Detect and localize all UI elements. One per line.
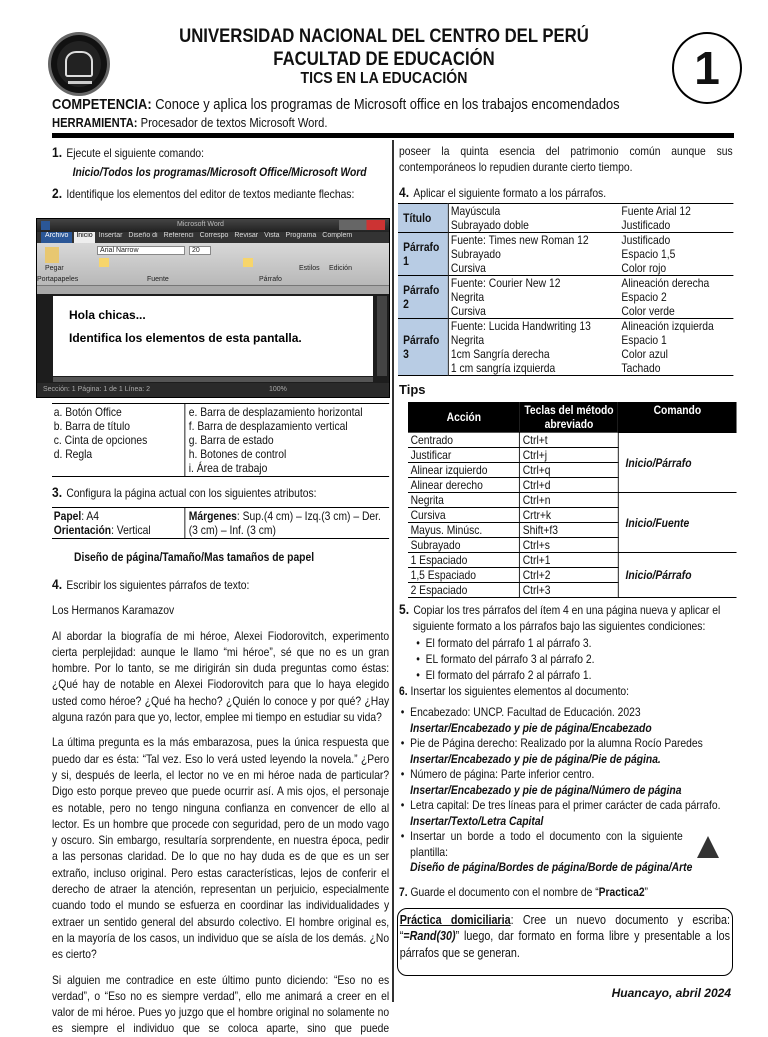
file-name: Practica2 [598, 885, 645, 899]
tips-table [408, 402, 737, 598]
ribbon-group-label: Párrafo [259, 276, 282, 283]
tips-row [408, 553, 737, 568]
format-cell [448, 233, 619, 276]
tips-shortcut: Ctrl+j [520, 448, 619, 463]
format-item: Espacio 1,5 [621, 247, 676, 261]
tips-shortcut: Ctrl+t [520, 433, 619, 448]
tips-action: Alinear izquierdo [408, 463, 520, 478]
format-table [398, 203, 733, 376]
herramienta-line [52, 115, 327, 130]
insert-item [399, 767, 734, 798]
format-item: Justificado [621, 218, 671, 232]
ribbon-tab[interactable]: Diseño di [128, 232, 158, 239]
tips-action: Centrado [408, 433, 520, 448]
edit-button[interactable]: Edición [329, 265, 352, 272]
format-item: Espacio 1 [621, 333, 667, 347]
element-item: f. Barra de desplazamiento vertical [188, 419, 348, 433]
format-row [398, 276, 733, 319]
step-4: 4. Escribir los siguientes párrafos de texto: [52, 576, 250, 592]
doc-line-1: Hola chicas... [69, 308, 146, 322]
step-4-text [52, 576, 389, 1037]
tips-action: Negrita [408, 493, 520, 508]
ribbon-tab[interactable]: Inicio [74, 232, 94, 243]
format-item: Espacio 2 [621, 290, 667, 304]
tips-shortcut: Ctrl+d [520, 478, 619, 493]
step-5: 5. Copiar los tres párrafos del ítem 4 en una página nueva y aplicar el siguiente formato a los párrafos bajo las siguientes condiciones: • El formato del párrafo 1 al párrafo 3. • EL formato del párrafo 3 al párrafo 2. • El formato del párrafo 2 al párrafo 1. [399, 601, 734, 683]
condition-item: • El formato del párrafo 2 al párrafo 1. [414, 667, 734, 683]
format-item: Color rojo [621, 261, 667, 275]
element-item: b. Barra de título [53, 419, 131, 433]
tips-shortcut: Ctrl+2 [520, 568, 619, 583]
format-item: Fuente: Lucida Handwriting 13 [450, 319, 591, 333]
step-2: 2. Identifique los elementos del editor de textos mediante flechas: [52, 184, 355, 201]
format-cell [448, 204, 619, 233]
word-screenshot [36, 218, 390, 398]
format-cell [619, 204, 734, 233]
tips-action: 1 Espaciado [408, 553, 520, 568]
paragraph-3: Si alguien me contradice en este último punto diciendo: “Eso no es verdad”, o “Eso no es siempre verdad”, ello me animará a creer en el valor de mi héroe. Pues yo juzgo que el hombre original no solamente no es siempre el individuo que se coloca aparte, sino que puede [52, 972, 390, 1036]
tips-shortcut: Ctrl+n [520, 493, 619, 508]
rand-formula: =Rand(30) [403, 929, 456, 944]
elements-table [52, 403, 389, 477]
paste-icon [45, 247, 59, 263]
insert-item-text: • Número de página: Parte inferior centro. [410, 767, 595, 782]
competencia-label: COMPETENCIA: [52, 96, 152, 113]
zoom-level[interactable]: 100% [269, 386, 287, 393]
competencia-text: Conoce y aplica los programas de Microsoft office en los trabajos encomendados [151, 96, 620, 113]
margins-setting: Márgenes: Sup.(4 cm) – Izq.(3 cm) – Der. (3 cm) – Inf. (3 cm) [188, 509, 381, 537]
tips-shortcut: Ctrl+1 [520, 553, 619, 568]
orientation-setting: Orientación: Vertical [53, 523, 151, 537]
insert-item [399, 736, 734, 767]
insert-item-command: Insertar/Encabezado y pie de página/Número de página [410, 782, 682, 797]
tips-action: 1,5 Espaciado [408, 568, 520, 583]
insert-item-command: Insertar/Encabezado y pie de página/Encabezado [410, 720, 652, 735]
tips-header: Comando [618, 402, 736, 433]
tips-action: Justificar [408, 448, 520, 463]
course-title: TICS EN LA EDUCACIÓN [300, 70, 468, 87]
format-item: Subrayado doble [450, 218, 529, 232]
university-title: UNIVERSIDAD NACIONAL DEL CENTRO DEL PERÚ [179, 26, 589, 47]
window-controls[interactable] [339, 220, 385, 230]
left-column-top [52, 144, 387, 202]
insert-item-text: • Letra capital: De tres líneas para el primer carácter de cada párrafo. [410, 798, 721, 813]
insert-item-text: • Insertar un borde a todo el documento con la siguiente plantilla: [410, 829, 683, 859]
ribbon-tab[interactable]: Referenci [163, 232, 194, 239]
ribbon-tab[interactable]: Archivo [41, 232, 72, 243]
word-icon [41, 221, 50, 230]
format-row [398, 233, 733, 276]
tips-action: Alinear derecho [408, 478, 520, 493]
insert-item [399, 829, 734, 876]
faculty-title: FACULTAD DE EDUCACIÓN [273, 49, 495, 70]
format-item: Color verde [621, 304, 675, 318]
word-window-title: Microsoft Word [177, 221, 224, 228]
format-row [398, 319, 733, 376]
competencia-line [52, 96, 620, 113]
format-item: 1 cm sangría izquierda [450, 361, 556, 375]
tips-shortcut: Shift+f3 [520, 523, 619, 538]
step-1: 1. Ejecute el siguiente comando: [52, 144, 205, 160]
insert-item-text: • Encabezado: UNCP. Facultad de Educación. 2023 [410, 705, 641, 720]
step-7: 7. Guarde el documento con el nombre de “Practica2” [399, 885, 648, 899]
format-row-header: Título [398, 204, 448, 233]
header-divider [52, 133, 734, 138]
format-item: Negrita [450, 333, 485, 347]
homework-label: Práctica domiciliaria [399, 913, 511, 927]
insert-item-command: Insertar/Texto/Letra Capital [410, 813, 544, 828]
insert-item-command: Insertar/Encabezado y pie de página/Pie de página. [410, 751, 661, 766]
tips-action: Cursiva [408, 508, 520, 523]
ribbon-group-label: Portapapeles [37, 276, 79, 283]
format-item: Alineación derecha [621, 276, 710, 290]
format-item: Color azul [621, 347, 668, 361]
word-ribbon-tabs [37, 232, 389, 243]
word-ribbon [37, 243, 389, 285]
font-size-box[interactable]: 20 [189, 246, 211, 255]
elements-right [185, 404, 366, 476]
status-bar [37, 383, 389, 397]
font-name-box[interactable]: Arial Narrow [97, 246, 185, 255]
element-item: a. Botón Office [53, 405, 122, 419]
tips-shortcut: Ctrl+s [520, 538, 619, 553]
tips-shortcut: Ctrl+3 [520, 583, 619, 598]
paste-button[interactable]: Pegar [45, 265, 64, 272]
place-date: Huancayo, abril 2024 [611, 986, 731, 1000]
paper-setting: Papel: A4 [53, 509, 100, 523]
word-title-bar [37, 219, 389, 232]
ribbon-tab[interactable]: Revisar [234, 232, 259, 239]
format-item: Fuente: Courier New 12 [450, 276, 561, 290]
tips-header: Acción [408, 402, 520, 433]
tips-row [408, 433, 737, 448]
homework-box: Práctica domiciliaria: Cree un nuevo documento y escriba: “=Rand(30)” luego, dar formato en forma libre y presentable a los párrafos que se generan. [397, 908, 733, 976]
ribbon-tab[interactable]: Correspo [199, 232, 229, 239]
format-item: Fuente: Times new Roman 12 [450, 233, 589, 247]
format-cell [619, 319, 734, 376]
tips-title: Tips [399, 382, 426, 397]
format-item: Negrita [450, 290, 485, 304]
element-item: c. Cinta de opciones [53, 433, 148, 447]
work-area [53, 296, 373, 376]
element-item: d. Regla [53, 447, 93, 461]
format-cell [448, 319, 619, 376]
ribbon-tab[interactable]: Vista [264, 232, 280, 239]
tips-row [408, 493, 737, 508]
step-4b: 4. Aplicar el siguiente formato a los párrafos. [399, 183, 607, 200]
ruler [37, 285, 389, 294]
bold-button[interactable] [99, 258, 109, 267]
element-item: i. Área de trabajo [188, 461, 268, 475]
page-setup-table [52, 507, 389, 539]
format-row-header: Párrafo 2 [398, 276, 448, 319]
tips-command: Inicio/Párrafo [618, 433, 736, 493]
element-item: h. Botones de control [188, 447, 287, 461]
tips-header: Teclas del método abreviado [520, 402, 619, 433]
insert-item-text: • Pie de Página derecho: Realizado por la alumna Rocío Paredes [410, 736, 703, 751]
condition-item: • El formato del párrafo 1 al párrafo 3. [414, 635, 734, 651]
format-item: Subrayado [450, 247, 501, 261]
status-text: Sección: 1 Página: 1 de 1 Línea: 2 [43, 386, 151, 393]
step-6: 6. Insertar los siguientes elementos al documento: • Encabezado: UNCP. Facultad de Educación. 2023 Insertar/Encabezado y pie de página/Encabezado • Pie de Página derecho: Realizado por la alumna Rocío Paredes Insertar/Encabezado y pie de página/Pie de página. • Número de página: Parte inferior centro. Insertar/Encabezado y pie de página/Número de página • Letra capital: De tres líneas para el primer carácter de cada párrafo. Insertar/Texto/Letra Capital • Insertar un borde a todo el documento con la siguiente plantilla: Diseño de página/Bordes de página/Borde de página/Arte [399, 683, 734, 876]
insert-item [399, 798, 734, 829]
vertical-scrollbar[interactable] [377, 296, 387, 376]
doc-line-2: Identifica los elementos de esta pantalla. [69, 331, 302, 345]
format-cell [448, 276, 619, 319]
tips-command: Inicio/Párrafo [618, 553, 736, 598]
tips-action: 2 Espaciado [408, 583, 520, 598]
insert-item [399, 705, 734, 736]
elements-left [52, 404, 185, 476]
ribbon-tab[interactable]: Programa [285, 232, 317, 239]
format-row-header: Párrafo 1 [398, 233, 448, 276]
format-item: Justificado [621, 233, 671, 247]
element-item: e. Barra de desplazamiento horizontal [188, 405, 363, 419]
format-item: Cursiva [450, 304, 486, 318]
herramienta-text: Procesador de textos Microsoft Word. [137, 115, 328, 130]
format-item: Alineación izquierda [621, 319, 714, 333]
step-1-command: Inicio/Todos los programas/Microsoft Office/Microsoft Word [72, 165, 367, 180]
paragraph-3-continued: poseer la quinta esencia del patrimonio común aunque sus contemporáneos lo repudien durante cierto tiempo. [399, 144, 733, 175]
tips-command: Inicio/Fuente [618, 493, 736, 553]
condition-item: • EL formato del párrafo 3 al párrafo 2. [414, 651, 734, 667]
format-row-header: Párrafo 3 [398, 319, 448, 376]
styles-button[interactable]: Estilos [299, 265, 320, 272]
step-3: 3. Configura la página actual con los siguientes atributos: [52, 484, 317, 500]
tree-border-icon [697, 836, 719, 858]
element-item: g. Barra de estado [188, 433, 274, 447]
insert-item-command: Diseño de página/Bordes de página/Borde de página/Arte [410, 860, 693, 875]
format-item: Fuente Arial 12 [621, 204, 691, 218]
paragraph-2: La última pregunta es la más embarazosa, pues la única respuesta que puedo dar es ésta: “Tal vez. Eso lo verá usted leyendo la novela.” ¿Pero y si, después de leerla, el lector no ve en mi héroe nada de particular? Digo esto porque preveo que puede ocurrir así. A mis ojos, el personaje es notable, pero no tengo ninguna confianza en convencer de ello al lector. Es un hombre que procede con seguridad, pero de un modo vago y oscuro. Sin embargo, resultaría sorprendente, en nuestra época, pedir a las personas claridad. De lo que no hay duda es de que es un ser extraño, incluso original. Pero estas características, lejos de conferir el derecho de atraer la atención, representan un perjuicio, especialmente cuando todo el mundo se esfuerza en coordinar las individualidades y extraer un sentido general del absurdo colectivo. El hombre original es, en la mayoría de los casos, un individuo que se aísla de los demás. ¿No es cierto? [52, 735, 390, 962]
format-cell [619, 276, 734, 319]
format-cell [619, 233, 734, 276]
horizontal-scrollbar[interactable] [53, 377, 373, 382]
practice-number-circle: 1 [672, 32, 742, 104]
format-item: Tachado [621, 361, 661, 375]
herramienta-label: HERRAMIENTA: [52, 115, 138, 130]
ribbon-group-label: Fuente [147, 276, 169, 283]
format-item: Mayúscula [450, 204, 501, 218]
format-item: 1cm Sangría derecha [450, 347, 550, 361]
ribbon-tab[interactable]: Insertar [98, 232, 123, 239]
ribbon-tab[interactable]: Complem [322, 232, 353, 239]
format-row [398, 204, 733, 233]
tips-action: Mayus. Minúsc. [408, 523, 520, 538]
paragraph-1: Al abordar la biografía de mi héroe, Alexei Fiodorovitch, experimento cierta perplejidad: aunque le llamo “mi héroe”, sé que no es un gran hombre. Por lo tanto, se me dirigirán sin duda preguntas como éstas: ¿Qué hay de notable en Alexei Fiodorovitch para que lo haya elegido usted como héroe? ¿Qué ha hecho? ¿Quién lo conoce y por qué? ¿Hay alguna razón para que yo, lector, emplee mi tiempo en estudiar su vida? [52, 628, 390, 725]
tips-shortcut: Crtr+k [520, 508, 619, 523]
tips-action: Subrayado [408, 538, 520, 553]
align-left-button[interactable] [243, 258, 253, 267]
tips-shortcut: Ctrl+q [520, 463, 619, 478]
right-column-top [399, 143, 733, 201]
column-divider [392, 140, 394, 1002]
format-item: Cursiva [450, 261, 486, 275]
text-title: Los Hermanos Karamazov [52, 603, 175, 618]
step-3-command: Diseño de página/Tamaño/Mas tamaños de papel [74, 550, 315, 564]
